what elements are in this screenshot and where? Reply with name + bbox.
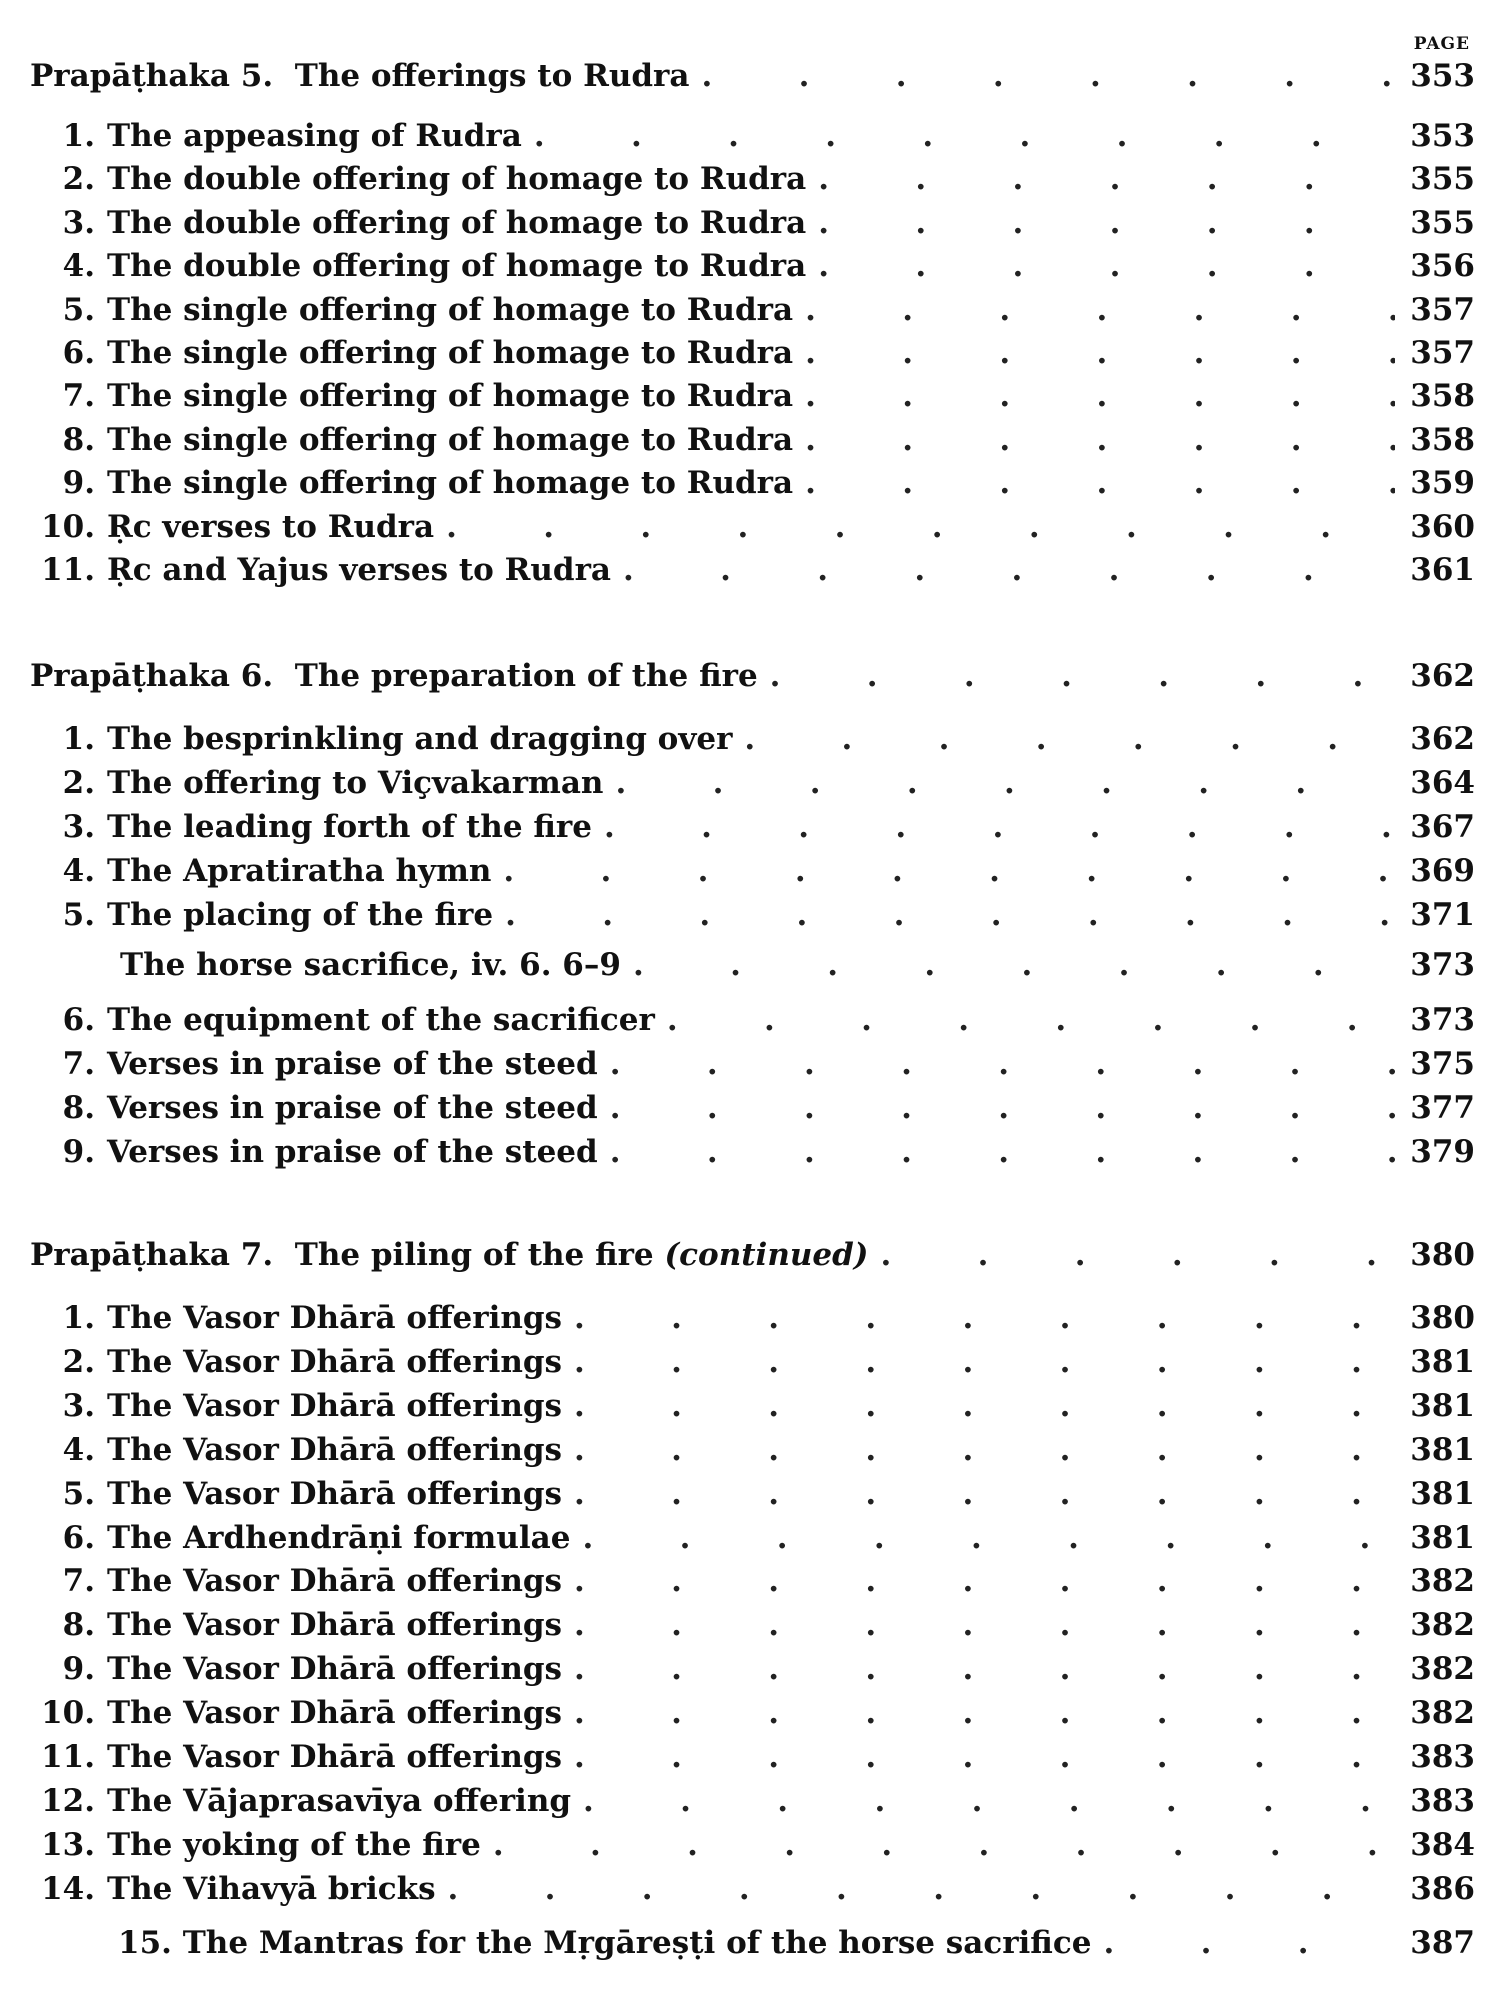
entry-number: 3.: [62, 204, 95, 241]
page-number: 373: [1410, 1002, 1475, 1039]
page-number: 355: [1410, 204, 1475, 241]
page-number: 382: [1410, 1563, 1475, 1600]
entry-number: 3.: [62, 808, 95, 845]
entry-text: The horse sacrifice, iv. 6. 6–9: [120, 946, 621, 983]
page-number: 386: [1410, 1870, 1475, 1907]
entry-number: 4.: [62, 248, 95, 285]
page-number: 371: [1410, 896, 1475, 933]
toc-entry[interactable]: [30, 1695, 1475, 1731]
page-number: 373: [1410, 946, 1475, 983]
toc-entry[interactable]: [30, 1476, 1475, 1512]
page-number: 360: [1410, 508, 1475, 545]
entry-text: The double offering of homage to Rudra: [107, 204, 807, 241]
dot-leader: [592, 809, 1395, 845]
toc-entry[interactable]: [30, 1046, 1475, 1082]
dot-leader: [793, 378, 1395, 414]
entry-number: 14.: [41, 1870, 95, 1907]
page-number: 381: [1410, 1475, 1475, 1512]
entry-number: 9.: [62, 1134, 95, 1171]
toc-entry[interactable]: [30, 118, 1475, 154]
entry-text: The Vasor Dhārā offerings: [107, 1475, 563, 1512]
toc-entry[interactable]: [30, 161, 1475, 197]
section-heading-text: [30, 1237, 868, 1273]
dot-leader: [689, 58, 1395, 94]
dot-leader: [611, 552, 1395, 588]
dot-leader: [603, 765, 1395, 801]
page-number: 355: [1410, 161, 1475, 198]
dot-leader: [434, 509, 1395, 545]
dot-leader: [571, 1783, 1395, 1819]
dot-leader: [793, 292, 1395, 328]
entry-text: Verses in praise of the steed: [107, 1046, 598, 1083]
dot-leader: [562, 1432, 1395, 1468]
entry-number: 7.: [62, 1046, 95, 1083]
entry-text: The offering to Viçvakarman: [107, 764, 604, 801]
dot-leader: [562, 1695, 1395, 1731]
toc-entry[interactable]: [30, 378, 1475, 414]
page-number: 381: [1410, 1431, 1475, 1468]
page-number: 382: [1410, 1607, 1475, 1644]
toc-entry[interactable]: [30, 1432, 1475, 1468]
dot-leader: [562, 1651, 1395, 1687]
entry-text: The Vasor Dhārā offerings: [107, 1607, 563, 1644]
entry-text: The double offering of homage to Rudra: [107, 161, 807, 198]
toc-entry[interactable]: [30, 1607, 1475, 1643]
section-heading-suffix: (continued): [664, 1237, 869, 1273]
entry-number: 5.: [62, 291, 95, 328]
page-number: 380: [1410, 1237, 1475, 1273]
page-number: 380: [1410, 1300, 1475, 1336]
entry-text: The Vasor Dhārā offerings: [107, 1343, 563, 1380]
toc-entry[interactable]: [30, 509, 1475, 545]
entry-number: 2.: [62, 764, 95, 801]
entry-text: The Vasor Dhārā offerings: [107, 1300, 563, 1336]
page-number: 382: [1410, 1695, 1475, 1732]
page-number: 383: [1410, 1739, 1475, 1775]
entry-text: The Vasor Dhārā offerings: [107, 1387, 563, 1424]
section-heading[interactable]: [30, 1237, 1475, 1273]
entry-number: 4.: [62, 1431, 95, 1468]
dot-leader: [806, 248, 1395, 284]
page-number: 357: [1410, 291, 1475, 328]
entry-number: 3.: [62, 1387, 95, 1424]
dot-leader: [570, 1520, 1395, 1556]
dot-leader: [598, 1046, 1395, 1082]
toc-entry[interactable]: [30, 248, 1475, 284]
dot-leader: [481, 1827, 1395, 1863]
entry-text: Verses in praise of the steed: [107, 1134, 598, 1171]
entry-number: 2.: [62, 161, 95, 198]
entry-text: Ṛc and Yajus verses to Rudra: [107, 552, 612, 588]
section-heading-title: The preparation of the fire: [294, 658, 758, 694]
page-number: 383: [1410, 1782, 1475, 1819]
dot-leader: [522, 118, 1395, 154]
entry-text: The besprinkling and dragging over: [107, 721, 733, 757]
toc-entry[interactable]: [30, 1925, 1475, 1961]
entry-text: The Vasor Dhārā offerings: [107, 1431, 563, 1468]
entry-text: The single offering of homage to Rudra: [107, 335, 794, 371]
entry-text: The single offering of homage to Rudra: [107, 421, 794, 458]
dot-leader: [793, 465, 1395, 501]
toc-entry[interactable]: [30, 335, 1475, 371]
page-number: 381: [1410, 1519, 1475, 1556]
page-number: 362: [1410, 658, 1475, 694]
toc-entry[interactable]: [30, 853, 1475, 889]
entry-text: The Vasor Dhārā offerings: [107, 1695, 563, 1732]
dot-leader: [655, 1002, 1395, 1038]
page-number: 387: [1410, 1924, 1475, 1961]
entry-number: 10.: [41, 1695, 95, 1732]
entry-text: The Vājaprasavīya offering: [107, 1782, 572, 1819]
page-number: 361: [1410, 552, 1475, 588]
entry-text: The yoking of the fire: [107, 1826, 481, 1863]
dot-leader: [598, 1134, 1395, 1170]
entry-text: The Ardhendrāṇi formulae: [107, 1519, 571, 1556]
entry-text: The Apratiratha hymn: [107, 852, 492, 889]
toc-entry[interactable]: [30, 1827, 1475, 1863]
toc-entry[interactable]: [30, 1871, 1475, 1907]
page-number: 381: [1410, 1343, 1475, 1380]
page-number: 381: [1410, 1387, 1475, 1424]
entry-number: 6.: [62, 1002, 95, 1039]
dot-leader: [868, 1237, 1395, 1273]
dot-leader: [436, 1871, 1395, 1907]
heading-gap: [273, 658, 295, 694]
section-heading-text: [30, 58, 689, 94]
toc-entry[interactable]: [30, 721, 1475, 757]
toc-entry[interactable]: [30, 1783, 1475, 1819]
dot-leader: [562, 1476, 1395, 1512]
section-heading-title: The piling of the fire: [294, 1237, 654, 1273]
page-number: 367: [1410, 808, 1475, 845]
toc-entry[interactable]: [30, 1739, 1475, 1775]
page-number: 356: [1410, 248, 1475, 285]
entry-number: 8.: [62, 1090, 95, 1127]
dot-leader: [562, 1607, 1395, 1643]
toc-entry[interactable]: [30, 1388, 1475, 1424]
page-number: 362: [1410, 721, 1475, 757]
entry-number: 9.: [62, 465, 95, 502]
entry-number: 10.: [41, 508, 95, 545]
entry-text: The single offering of homage to Rudra: [107, 465, 794, 502]
toc-entry[interactable]: [30, 897, 1475, 933]
page-number: 369: [1410, 852, 1475, 889]
entry-text: The placing of the fire: [107, 896, 494, 933]
page-number: 353: [1410, 118, 1475, 154]
page-number: 353: [1410, 58, 1475, 94]
entry-text: The equipment of the sacrificer: [107, 1002, 655, 1039]
dot-leader: [758, 658, 1395, 694]
entry-number: 1.: [62, 721, 95, 757]
toc-entry[interactable]: [30, 205, 1475, 241]
page-number: 377: [1410, 1090, 1475, 1127]
page-number: 379: [1410, 1134, 1475, 1171]
heading-gap: [273, 1237, 295, 1273]
dot-leader: [493, 897, 1395, 933]
entry-number: 6.: [62, 335, 95, 371]
dot-leader: [1091, 1925, 1395, 1961]
entry-text: The single offering of homage to Rudra: [107, 378, 794, 415]
dot-leader: [562, 1344, 1395, 1380]
entry-text: The Vasor Dhārā offerings: [107, 1563, 563, 1600]
toc-entry[interactable]: [30, 1002, 1475, 1038]
section-heading-prefix: Prapāṭhaka 7.: [30, 1237, 274, 1273]
dot-leader: [598, 1090, 1395, 1126]
entry-text: Verses in praise of the steed: [107, 1090, 598, 1127]
dot-leader: [793, 422, 1395, 458]
entry-number: 8.: [62, 421, 95, 458]
toc-entry[interactable]: [30, 809, 1475, 845]
heading-space: [654, 1237, 665, 1273]
entry-number: 6.: [62, 1519, 95, 1556]
page-number: 359: [1410, 465, 1475, 502]
page-number: 357: [1410, 335, 1475, 371]
dot-leader: [793, 335, 1395, 371]
heading-gap: [273, 58, 295, 94]
toc-entry[interactable]: [30, 1090, 1475, 1126]
entry-text: The single offering of homage to Rudra: [107, 291, 794, 328]
dot-leader: [621, 947, 1395, 983]
entry-text: The Vasor Dhārā offerings: [107, 1651, 563, 1688]
entry-number: 11.: [41, 552, 95, 588]
page-number: 358: [1410, 378, 1475, 415]
entry-text: The appeasing of Rudra: [107, 118, 522, 154]
entry-number: 7.: [62, 1563, 95, 1600]
entry-number: 4.: [62, 852, 95, 889]
page-number: 364: [1410, 764, 1475, 801]
entry-number: 9.: [62, 1651, 95, 1688]
entry-number: 11.: [41, 1739, 95, 1775]
toc-entry[interactable]: [30, 947, 1475, 983]
entry-text: 15. The Mantras for the Mṛgāreṣṭi of the horse sacrifice: [118, 1924, 1092, 1961]
entry-number: 8.: [62, 1607, 95, 1644]
toc-entry[interactable]: [30, 465, 1475, 501]
toc-entry[interactable]: [30, 1344, 1475, 1380]
entry-text: The Vihavyā bricks: [107, 1870, 436, 1907]
page-number: 375: [1410, 1046, 1475, 1083]
dot-leader: [732, 721, 1395, 757]
section-heading-text: [30, 658, 758, 694]
dot-leader: [491, 853, 1395, 889]
entry-number: 5.: [62, 896, 95, 933]
dot-leader: [562, 1300, 1395, 1336]
page-number: 384: [1410, 1826, 1475, 1863]
toc-entry[interactable]: [30, 1651, 1475, 1687]
section-heading[interactable]: [30, 58, 1475, 94]
entry-text: Ṛc verses to Rudra: [107, 508, 435, 545]
entry-number: 12.: [41, 1782, 95, 1819]
toc-entry[interactable]: [30, 1563, 1475, 1599]
section-heading[interactable]: [30, 658, 1475, 694]
toc-entry[interactable]: [30, 765, 1475, 801]
toc-entry[interactable]: [30, 1134, 1475, 1170]
entry-number: 1.: [62, 118, 95, 154]
section-heading-prefix: Prapāṭhaka 5.: [30, 58, 274, 94]
toc-entry[interactable]: [30, 552, 1475, 588]
toc-entry[interactable]: [30, 292, 1475, 328]
entry-text: The Vasor Dhārā offerings: [107, 1739, 563, 1775]
toc-entry[interactable]: [30, 422, 1475, 458]
section-heading-title: The offerings to Rudra: [294, 58, 690, 94]
dot-leader: [806, 161, 1395, 197]
dot-leader: [562, 1388, 1395, 1424]
dot-leader: [562, 1563, 1395, 1599]
page-column-label: PAGE: [1413, 34, 1470, 54]
entry-number: 1.: [62, 1300, 95, 1336]
page-number: 358: [1410, 421, 1475, 458]
section-heading-prefix: Prapāṭhaka 6.: [30, 658, 274, 694]
dot-leader: [806, 205, 1395, 241]
entry-number: 13.: [41, 1826, 95, 1863]
entry-number: 5.: [62, 1475, 95, 1512]
dot-leader: [562, 1739, 1395, 1775]
entry-number: 2.: [62, 1343, 95, 1380]
toc-entry[interactable]: [30, 1520, 1475, 1556]
toc-entry[interactable]: [30, 1300, 1475, 1336]
entry-text: The leading forth of the fire: [107, 808, 592, 845]
entry-number: 7.: [62, 378, 95, 415]
page-number: 382: [1410, 1651, 1475, 1688]
entry-text: The double offering of homage to Rudra: [107, 248, 807, 285]
